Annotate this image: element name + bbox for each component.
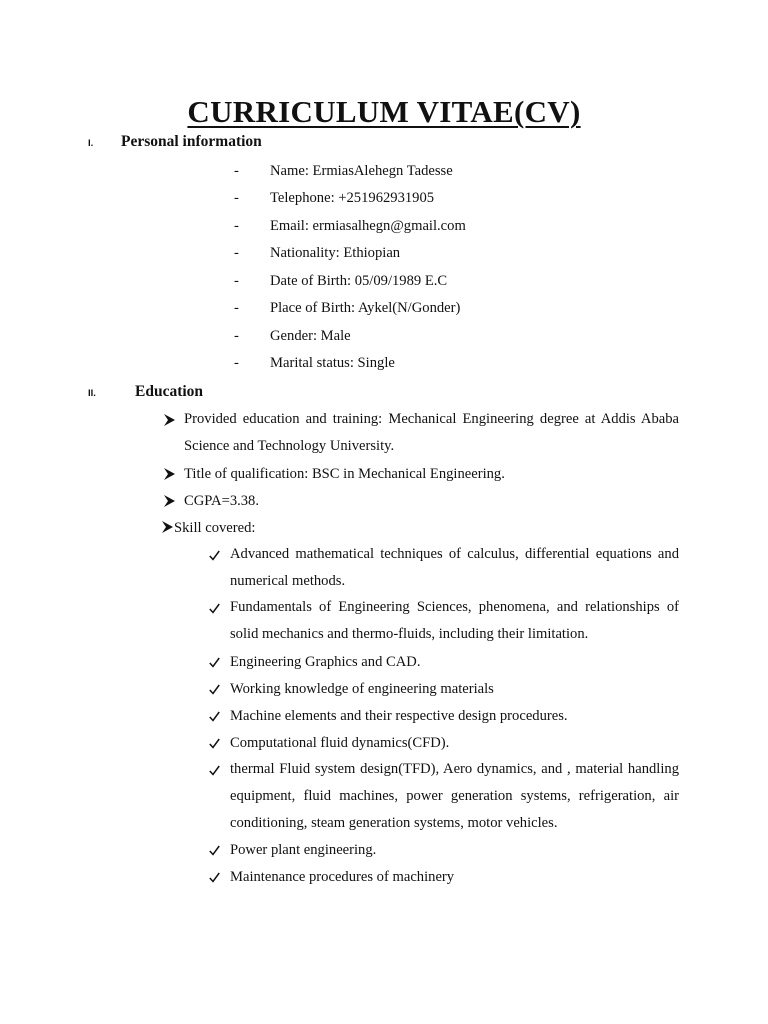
arrow-bullet-icon xyxy=(164,467,175,479)
skill-item-text: Fundamentals of Engineering Sciences, phenomena, and relationships of solid mechanics and thermo-fluids, including their limitation. xyxy=(230,599,679,642)
document-title: CURRICULUM VITAE(CV) xyxy=(187,94,581,129)
skills-subheading xyxy=(162,519,255,537)
personal-item-place-of-birth: Place of Birth: Aykel(N/Gonder) xyxy=(270,300,461,316)
personal-item-telephone: Telephone: +251962931905 xyxy=(270,190,435,206)
section-numeral-education: II. xyxy=(88,388,96,399)
arrow-bullet-icon xyxy=(162,521,173,533)
education-item-training: Provided education and training: Mechanical Engineering degree at Addis Ababa Science and Technology University. xyxy=(184,411,679,454)
skill-item-text: thermal Fluid system design(TFD), Aero dynamics, and , material handling equipment, fluid machines, power generation systems, refrigeration, air conditioning, steam generation systems, motor vehicles. xyxy=(230,761,679,831)
checkmark-icon xyxy=(209,709,220,720)
checkmark-icon xyxy=(209,870,220,881)
education-item-qualification: Title of qualification: BSC in Mechanical Engineering. xyxy=(184,466,505,482)
dash-bullet: - xyxy=(234,328,239,344)
arrow-bullet-icon xyxy=(164,494,175,506)
skill-item-text: Power plant engineering. xyxy=(230,842,377,858)
checkmark-icon xyxy=(209,548,220,559)
skill-item-text: Engineering Graphics and CAD. xyxy=(230,654,421,670)
section-numeral-personal: I. xyxy=(88,138,94,149)
dash-bullet: - xyxy=(234,190,239,206)
skill-item-text: Maintenance procedures of machinery xyxy=(230,869,455,885)
dash-bullet: - xyxy=(234,355,239,371)
skill-item-text: Working knowledge of engineering materials xyxy=(230,681,494,697)
personal-item-nationality: Nationality: Ethiopian xyxy=(270,245,401,261)
skill-item-text: Advanced mathematical techniques of calculus, differential equations and numerical methods. xyxy=(230,546,679,589)
checkmark-icon xyxy=(209,655,220,666)
personal-item-name: Name: ErmiasAlehegn Tadesse xyxy=(270,163,453,179)
checkmark-icon xyxy=(209,763,220,774)
arrow-bullet-icon xyxy=(164,413,175,425)
checkmark-icon xyxy=(209,601,220,612)
personal-item-gender: Gender: Male xyxy=(270,328,351,344)
dash-bullet: - xyxy=(234,218,239,234)
checkmark-icon xyxy=(209,736,220,747)
section-heading-personal: Personal information xyxy=(121,133,262,150)
personal-item-email: Email: ermiasalhegn@gmail.com xyxy=(270,218,466,234)
education-item-cgpa: CGPA=3.38. xyxy=(184,493,260,509)
skill-item-text: Computational fluid dynamics(CFD). xyxy=(230,735,450,751)
personal-item-date-of-birth: Date of Birth: 05/09/1989 E.C xyxy=(270,273,448,289)
dash-bullet: - xyxy=(234,300,239,316)
section-heading-education: Education xyxy=(135,383,204,400)
personal-item-marital-status: Marital status: Single xyxy=(270,355,395,371)
checkmark-icon xyxy=(209,843,220,854)
skills-heading-text: Skill covered: xyxy=(174,520,256,536)
skill-item-text: Machine elements and their respective design procedures. xyxy=(230,708,568,724)
dash-bullet: - xyxy=(234,163,239,179)
checkmark-icon xyxy=(209,682,220,693)
dash-bullet: - xyxy=(234,273,239,289)
dash-bullet: - xyxy=(234,245,239,261)
